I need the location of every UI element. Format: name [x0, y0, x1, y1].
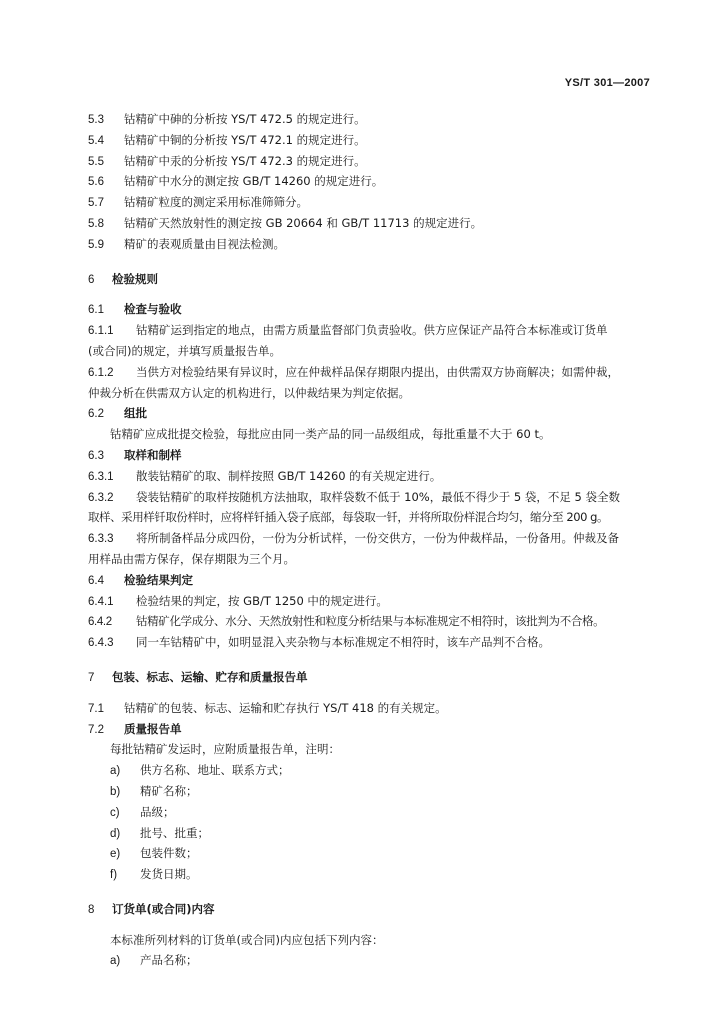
- clause-number: 6.3.1: [88, 470, 114, 483]
- clause-7-2-heading: [88, 719, 654, 740]
- clause-text-line-2: (或合同)的规定，并填写质量报告单。: [88, 343, 281, 358]
- list-label: b): [110, 785, 121, 798]
- clause-5-5: [88, 151, 654, 172]
- section-number: 6: [88, 273, 95, 286]
- clause-number: 6.3.3: [88, 533, 114, 546]
- section-8-intro: [88, 930, 654, 951]
- list-text: 精矿名称；: [140, 783, 198, 798]
- clause-title: 检查与验收: [124, 302, 182, 317]
- clause-text: 每批钴精矿发运时，应附质量报告单，注明：: [110, 742, 340, 757]
- clause-6-1-2: [88, 362, 654, 383]
- clause-title: 质量报告单: [124, 721, 182, 736]
- clause-5-8: [88, 213, 654, 234]
- clause-6-3-3: [88, 528, 654, 549]
- section-title: 订货单(或合同)内容: [112, 901, 215, 916]
- list-label: e): [110, 848, 121, 861]
- clause-text: 精矿的表观质量由目视法检测。: [124, 236, 285, 251]
- list-text: 产品名称；: [140, 953, 198, 968]
- clause-number: 7.2: [88, 723, 104, 736]
- clause-number: 6.4.2: [88, 616, 112, 629]
- section-6-heading: [88, 269, 654, 290]
- clause-6-4-3: [88, 632, 654, 653]
- list-text: 批号、批重；: [140, 825, 209, 840]
- clause-5-9: [88, 234, 654, 255]
- clause-text-line-1: 当供方对检验结果有异议时，应在仲裁样品保存期限内提出，由供需双方协商解决；如需仲裁，: [136, 364, 619, 379]
- clause-6-3-2: [88, 487, 654, 508]
- clause-7-2-intro: [88, 739, 654, 760]
- clause-text: 钴精矿中铜的分析按 YS/T 472.1 的规定进行。: [124, 132, 366, 147]
- list-label: a): [110, 765, 121, 778]
- clause-text-line-1: 袋装钴精矿的取样按随机方法抽取，取样袋数不低于 10%，最低不得少于 5 袋，不足 5 袋全数: [136, 489, 620, 504]
- list-label: c): [110, 806, 120, 819]
- clause-6-3-1: [88, 466, 654, 487]
- clause-6-1-heading: [88, 299, 654, 320]
- clause-text: 同一车钴精矿中，如明显混入夹杂物与本标准规定不相符时，该车产品判不合格。: [136, 635, 550, 650]
- clause-number: 6.4: [88, 574, 104, 587]
- section-text: 本标准所列材料的订货单(或合同)内应包括下列内容：: [110, 932, 384, 947]
- list-text: 品级；: [140, 804, 175, 819]
- standard-code: YS/T 301—2007: [564, 77, 650, 89]
- clause-text-line-2: 取样、采用样钎取份样时，应将样钎插入袋子底部，每袋取一钎，并将所取份样混合均匀，缩分至 200 g。: [88, 510, 609, 525]
- clause-number: 6.4.1: [88, 595, 114, 608]
- clause-text: 钴精矿化学成分、水分、天然放射性和粒度分析结果与本标准规定不相符时，该批判为不合格。: [136, 614, 605, 629]
- list-item: [88, 864, 654, 885]
- section-title: 包装、标志、运输、贮存和质量报告单: [112, 669, 308, 684]
- clause-6-4-heading: [88, 570, 654, 591]
- section-7-heading: [88, 667, 654, 688]
- list-item: [88, 781, 654, 802]
- clause-5-6: [88, 171, 654, 192]
- clause-text-line-2: 仲裁分析在供需双方认定的机构进行，以仲裁结果为判定依据。: [88, 385, 410, 400]
- clause-5-3: [88, 109, 654, 130]
- clause-6-3-heading: [88, 445, 654, 466]
- clause-text: 钴精矿中汞的分析按 YS/T 472.3 的规定进行。: [124, 153, 366, 168]
- list-label: a): [110, 955, 121, 968]
- clause-text: 钴精矿的包装、标志、运输和贮存执行 YS/T 418 的有关规定。: [124, 700, 447, 715]
- section-8-heading: [88, 899, 654, 920]
- list-item: [88, 950, 654, 971]
- clause-number: 6.1: [88, 304, 104, 317]
- clause-title: 检验结果判定: [124, 572, 193, 587]
- clause-number: 7.1: [88, 702, 104, 715]
- list-item: [88, 823, 654, 844]
- list-item: [88, 802, 654, 823]
- clause-title: 组批: [124, 406, 147, 421]
- clause-6-3-3-cont: [88, 549, 654, 570]
- clause-6-4-1: [88, 591, 654, 612]
- clause-5-7: [88, 192, 654, 213]
- clause-number: 6.2: [88, 408, 104, 421]
- clause-7-1: [88, 698, 654, 719]
- clause-6-1-2-cont: [88, 383, 654, 404]
- clause-text: 散装钴精矿的取、制样按照 GB/T 14260 的有关规定进行。: [136, 468, 442, 483]
- clause-6-1-1: [88, 320, 654, 341]
- clause-number: 5.9: [88, 238, 104, 251]
- clause-6-1-1-cont: [88, 341, 654, 362]
- clause-number: 5.8: [88, 217, 104, 230]
- clause-6-3-2-cont: [88, 507, 654, 528]
- list-text: 包装件数；: [140, 846, 198, 861]
- clause-number: 5.7: [88, 197, 104, 210]
- list-label: d): [110, 827, 121, 840]
- clause-6-4-2: [88, 611, 654, 632]
- clause-number: 6.4.3: [88, 637, 114, 650]
- clause-text-line-2: 用样品由需方保存，保存期限为三个月。: [88, 551, 295, 566]
- clause-text: 钴精矿中砷的分析按 YS/T 472.5 的规定进行。: [124, 112, 366, 126]
- clause-text: 钴精矿粒度的测定采用标准筛筛分。: [124, 195, 308, 210]
- clause-number: 5.3: [88, 114, 104, 126]
- list-item: [88, 843, 654, 864]
- clause-5-4: [88, 130, 654, 151]
- clause-text: 检验结果的判定，按 GB/T 1250 中的规定进行。: [136, 593, 388, 608]
- clause-6-2-text: [88, 424, 654, 445]
- document-body: [88, 109, 654, 971]
- section-number: 7: [88, 671, 95, 684]
- clause-6-2-heading: [88, 403, 654, 424]
- list-label: f): [110, 869, 118, 882]
- section-title: 检验规则: [112, 271, 158, 286]
- clause-number: 6.1.1: [88, 325, 114, 338]
- list-text: 发货日期。: [140, 867, 198, 882]
- clause-text: 钴精矿中水分的测定按 GB/T 14260 的规定进行。: [124, 174, 384, 189]
- clause-number: 5.5: [88, 155, 104, 168]
- clause-text: 钴精矿天然放射性的测定按 GB 20664 和 GB/T 11713 的规定进行。: [124, 215, 483, 230]
- clause-number: 6.3.2: [88, 491, 114, 504]
- list-item: [88, 760, 654, 781]
- clause-number: 6.1.2: [88, 366, 114, 379]
- list-text: 供方名称、地址、联系方式；: [140, 763, 290, 778]
- clause-number: 5.6: [88, 176, 104, 189]
- clause-text-line-1: 钴精矿运到指定的地点，由需方质量监督部门负责验收。供方应保证产品符合本标准或订货单: [136, 323, 608, 338]
- clause-number: 5.4: [88, 134, 104, 147]
- clause-text-line-1: 将所制备样品分成四份，一份为分析试样，一份交供方，一份为仲裁样品，一份备用。仲裁及备: [136, 531, 619, 546]
- clause-text: 钴精矿应成批提交检验，每批应由同一类产品的同一品级组成，每批重量不大于 60 t。: [110, 427, 551, 442]
- clause-number: 6.3: [88, 449, 104, 462]
- clause-title: 取样和制样: [124, 447, 182, 462]
- section-number: 8: [88, 903, 95, 916]
